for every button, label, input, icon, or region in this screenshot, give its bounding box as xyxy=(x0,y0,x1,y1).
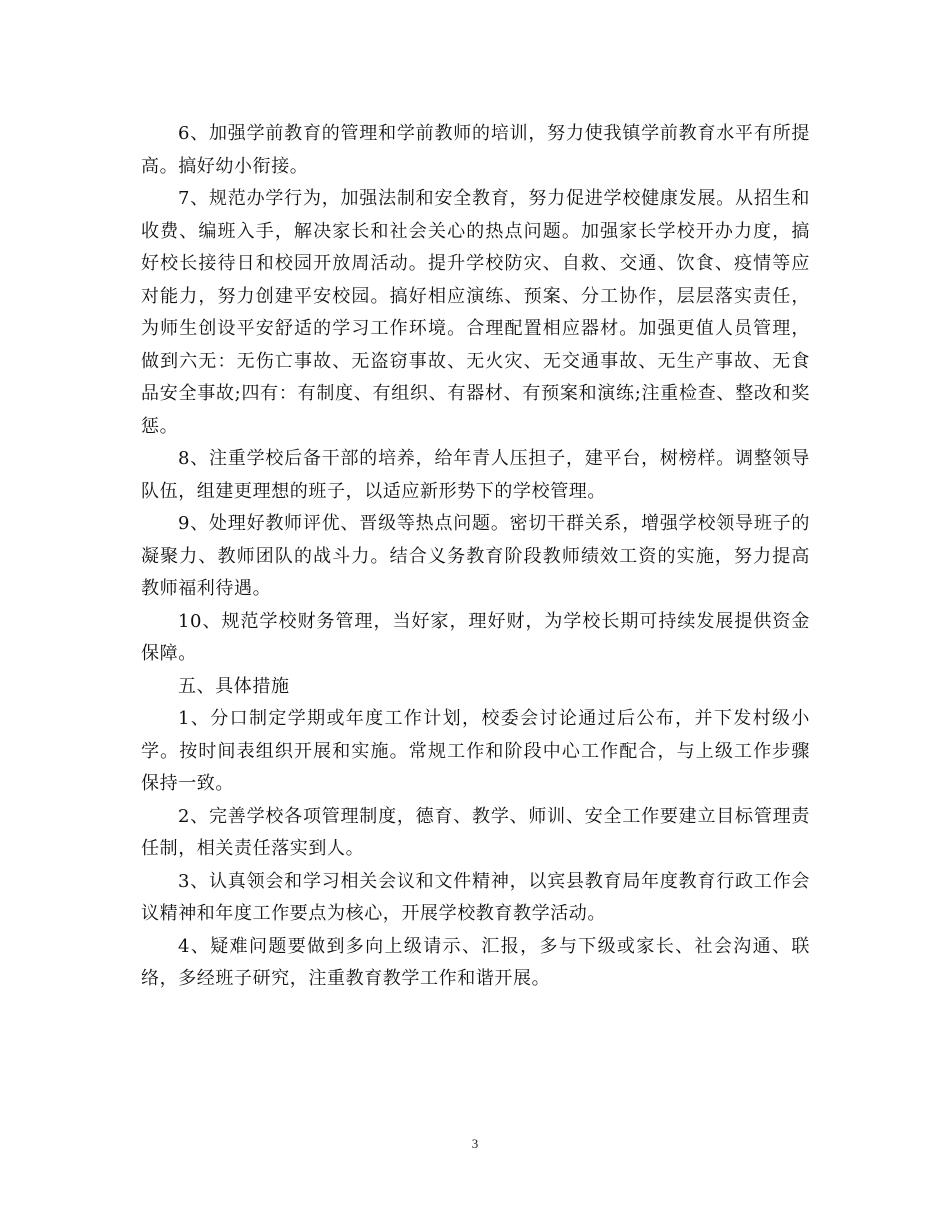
paragraph-item-6: 6、加强学前教育的管理和学前教师的培训，努力使我镇学前教育水平有所提高。搞好幼小衔接。 xyxy=(141,123,810,177)
paragraph-item-10: 10、规范学校财务管理，当好家，理好财，为学校长期可持续发展提供资金保障。 xyxy=(141,610,810,664)
document-body xyxy=(141,118,810,996)
measure-item-4: 4、疑难问题要做到多向上级请示、汇报，多与下级或家长、社会沟通、联络，多经班子研究，注重教育教学工作和谐开展。 xyxy=(141,935,810,989)
paragraph-item-7: 7、规范办学行为，加强法制和安全教育，努力促进学校健康发展。从招生和收费、编班入手，解决家长和社会关心的热点问题。加强家长学校开办力度，搞好校长接待日和校园开放周活动。提升学校防灾、自救、交通、饮食、疫情等应对能力，努力创建平安校园。搞好相应演练、预案、分工协作，层层落实责任，为师生创设平安舒适的学习工作环境。合理配置相应器材。加强更值人员管理，做到六无：无伤亡事故、无盗窃事故、无火灾、无交通事故、无生产事故、无食品安全事故;四有：有制度、有组织、有器材、有预案和演练;注重检查、整改和奖惩。 xyxy=(141,188,810,437)
paragraph-item-9: 9、处理好教师评优、晋级等热点问题。密切干群关系，增强学校领导班子的凝聚力、教师团队的战斗力。结合义务教育阶段教师绩效工资的实施，努力提高教师福利待遇。 xyxy=(141,513,810,599)
paragraph-item-8: 8、注重学校后备干部的培养，给年青人压担子，建平台，树榜样。调整领导队伍，组建更理想的班子，以适应新形势下的学校管理。 xyxy=(141,448,810,502)
section-heading-measures: 五、具体措施 xyxy=(178,675,290,697)
measure-item-1: 1、分口制定学期或年度工作计划，校委会讨论通过后公布，并下发村级小学。按时间表组织开展和实施。常规工作和阶段中心工作配合，与上级工作步骤保持一致。 xyxy=(141,708,810,794)
measure-item-2: 2、完善学校各项管理制度，德育、教学、师训、安全工作要建立目标管理责任制，相关责任落实到人。 xyxy=(141,805,810,859)
page-number: 3 xyxy=(471,1136,479,1151)
measure-item-3: 3、认真领会和学习相关会议和文件精神，以宾县教育局年度教育行政工作会议精神和年度工作要点为核心，开展学校教育教学活动。 xyxy=(141,870,810,924)
